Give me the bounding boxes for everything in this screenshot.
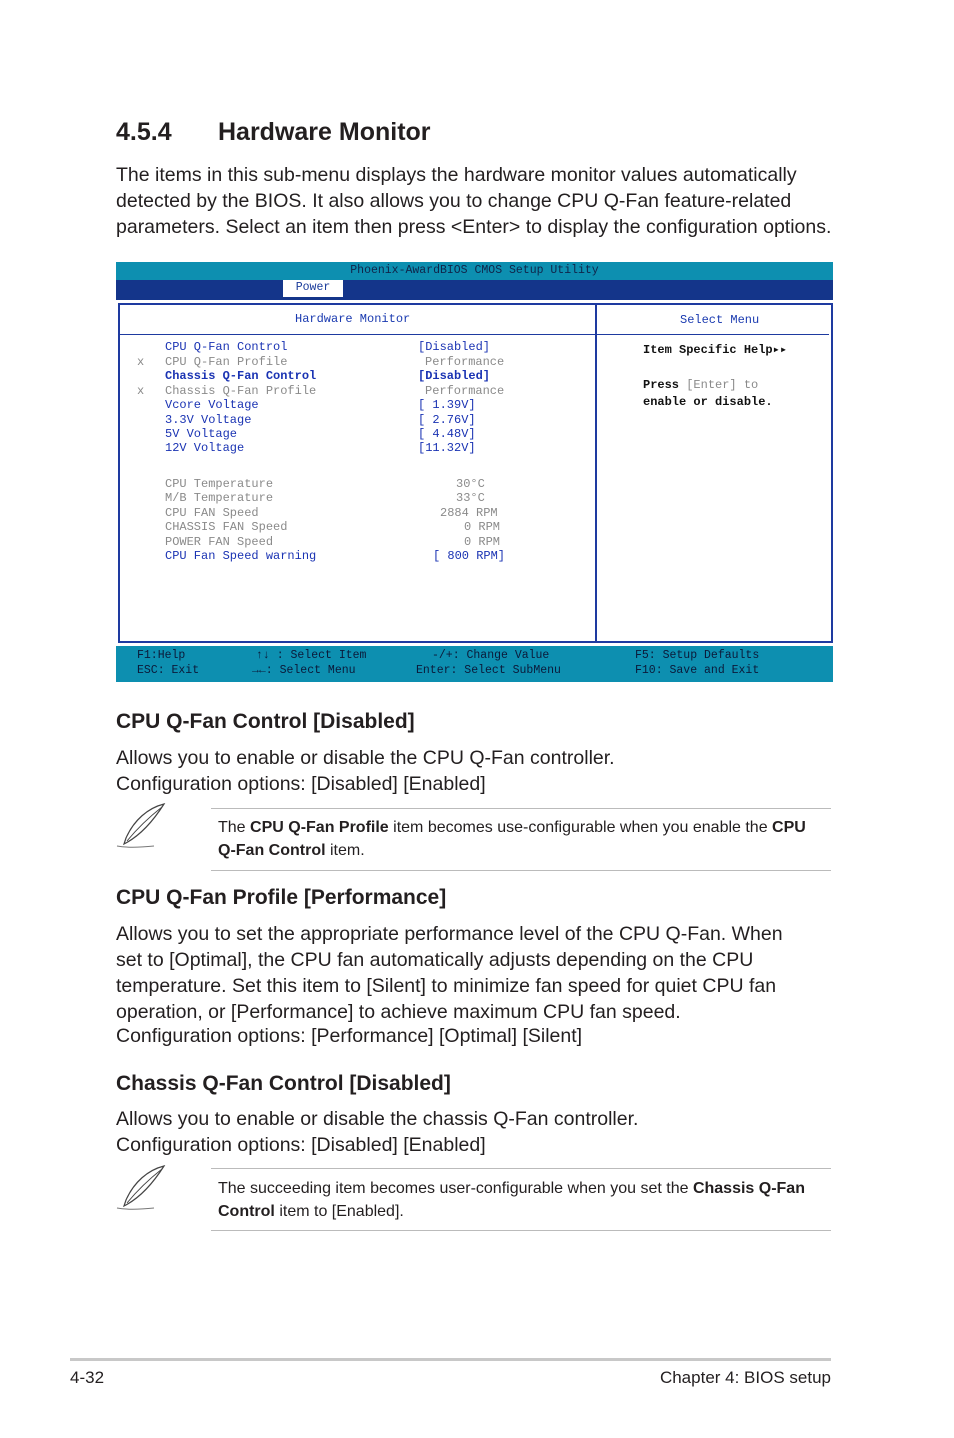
bios-left-header-line bbox=[120, 334, 595, 335]
bios-right-header: Select Menu bbox=[680, 313, 760, 327]
bios-reading-mb-temperature: M/B Temperature bbox=[165, 491, 274, 505]
footer-rule bbox=[70, 1358, 831, 1361]
chassis-qfan-control-options: Configuration options: [Disabled] [Enabled] bbox=[116, 1134, 486, 1156]
heading-cpu-qfan-control: CPU Q-Fan Control [Disabled] bbox=[116, 710, 415, 733]
bios-reading-power-fan-speed: POWER FAN Speed bbox=[165, 535, 274, 549]
bios-reading-mb-temperature-value: 33°C bbox=[456, 491, 485, 505]
bios-help-line2: enable or disable. bbox=[643, 395, 773, 409]
bios-item-mark: x bbox=[137, 384, 145, 398]
bios-reading-cpu-temperature-value: 30°C bbox=[456, 477, 485, 491]
cpu-qfan-control-desc: Allows you to enable or disable the CPU Q-Fan controller. bbox=[116, 747, 615, 769]
bios-help-line1: Press [Enter] to bbox=[643, 378, 759, 392]
bios-left-header: Hardware Monitor bbox=[295, 312, 411, 326]
note-feather-icon bbox=[114, 1164, 168, 1212]
bios-reading-cpu-fan-speed-value: 2884 RPM bbox=[440, 506, 498, 520]
note-rule-bottom bbox=[211, 1230, 831, 1231]
bios-value-cpu-fan-speed-warning[interactable]: [ 800 RPM] bbox=[433, 549, 506, 563]
cpu-qfan-control-options: Configuration options: [Disabled] [Enabled] bbox=[116, 773, 486, 795]
bios-key-f5: F5: Setup Defaults bbox=[635, 649, 760, 662]
bios-value-cpu-qfan-profile: Performance bbox=[425, 355, 505, 369]
bios-reading-power-fan-speed-value: 0 RPM bbox=[464, 535, 501, 549]
note-cpu-qfan: The CPU Q-Fan Profile item becomes use-configurable when you enable the CPU Q-Fan Control item. bbox=[218, 819, 806, 859]
bios-reading-chassis-fan-speed-value: 0 RPM bbox=[464, 520, 501, 534]
page-number: 4-32 bbox=[70, 1368, 105, 1387]
bios-title-bar: Phoenix-AwardBIOS CMOS Setup Utility bbox=[116, 262, 833, 280]
chassis-qfan-control-desc: Allows you to enable or disable the chassis Q-Fan controller. bbox=[116, 1108, 639, 1130]
bios-value-12v-voltage[interactable]: [11.32V] bbox=[418, 441, 476, 455]
heading-cpu-qfan-profile: CPU Q-Fan Profile [Performance] bbox=[116, 886, 447, 909]
cpu-qfan-profile-options: Configuration options: [Performance] [Optimal] [Silent] bbox=[116, 1025, 583, 1047]
note-feather-icon bbox=[114, 802, 168, 850]
section-title: Hardware Monitor bbox=[218, 118, 431, 146]
bios-menu-bar bbox=[116, 280, 833, 300]
bios-help-title: Item Specific Help▸▸ bbox=[643, 343, 788, 357]
cpu-qfan-profile-desc: Allows you to set the appropriate performance level of the CPU Q-Fan. When set to [Optimal], the CPU fan automatically adjusts depending on the CPU temperature. Set this item to [Silent] to minimize fan speed for quiet CPU fan operation, or [Performance] to achieve maximum CPU fan speed. bbox=[116, 923, 783, 1023]
bios-item-mark: x bbox=[137, 355, 145, 369]
bios-item-3v3-voltage[interactable]: 3.3V Voltage bbox=[165, 413, 252, 427]
bios-item-12v-voltage[interactable]: 12V Voltage bbox=[165, 441, 245, 455]
bios-reading-chassis-fan-speed: CHASSIS FAN Speed bbox=[165, 520, 288, 534]
bios-item-vcore-voltage[interactable]: Vcore Voltage bbox=[165, 398, 259, 412]
double-arrow-icon: ▸▸ bbox=[772, 343, 788, 357]
bios-screen bbox=[116, 262, 833, 682]
section-intro: The items in this sub-menu displays the hardware monitor values automatically detected by the BIOS. It also allows you to change CPU Q-Fan feature-related parameters. Select an item then press <Enter> to display the configuration options. bbox=[116, 164, 832, 238]
note-rule-bottom bbox=[211, 870, 831, 871]
bios-value-5v-voltage[interactable]: [ 4.48V] bbox=[418, 427, 476, 441]
bios-key-f1: F1:Help bbox=[137, 649, 186, 662]
section-number: 4.5.4 bbox=[116, 118, 172, 146]
bios-item-chassis-qfan-control[interactable]: Chassis Q-Fan Control bbox=[165, 369, 317, 383]
bios-key-enter: Enter: Select SubMenu bbox=[416, 664, 561, 677]
bios-reading-cpu-fan-speed: CPU FAN Speed bbox=[165, 506, 259, 520]
bios-value-chassis-qfan-control[interactable]: [Disabled] bbox=[418, 369, 491, 383]
bios-value-cpu-qfan-control[interactable]: [Disabled] bbox=[418, 340, 491, 354]
bios-item-cpu-fan-speed-warning[interactable]: CPU Fan Speed warning bbox=[165, 549, 317, 563]
bios-value-vcore-voltage[interactable]: [ 1.39V] bbox=[418, 398, 476, 412]
bios-item-5v-voltage[interactable]: 5V Voltage bbox=[165, 427, 238, 441]
note-chassis-qfan: The succeeding item becomes user-configurable when you set the Chassis Q-Fan Control item to [Enabled]. bbox=[218, 1180, 805, 1220]
bios-value-3v3-voltage[interactable]: [ 2.76V] bbox=[418, 413, 476, 427]
bios-key-updown: ↑↓ : Select Item bbox=[256, 649, 367, 662]
bios-divider bbox=[595, 303, 597, 643]
bios-key-f10: F10: Save and Exit bbox=[635, 664, 760, 677]
bios-key-leftright: →←: Select Menu bbox=[252, 664, 356, 677]
bios-value-chassis-qfan-profile: Performance bbox=[425, 384, 505, 398]
bios-reading-cpu-temperature: CPU Temperature bbox=[165, 477, 274, 491]
bios-key-esc: ESC: Exit bbox=[137, 664, 200, 677]
chapter-label: Chapter 4: BIOS setup bbox=[659, 1368, 831, 1387]
bios-item-cpu-qfan-profile: CPU Q-Fan Profile bbox=[165, 355, 288, 369]
bios-right-header-line bbox=[597, 334, 829, 335]
note-rule-top bbox=[211, 1168, 831, 1169]
bios-item-chassis-qfan-profile: Chassis Q-Fan Profile bbox=[165, 384, 317, 398]
note-rule-top bbox=[211, 808, 831, 809]
bios-key-plusminus: -/+: Change Value bbox=[432, 649, 550, 662]
heading-chassis-qfan-control: Chassis Q-Fan Control [Disabled] bbox=[116, 1072, 451, 1095]
bios-tab-power[interactable]: Power bbox=[283, 280, 343, 297]
bios-item-cpu-qfan-control[interactable]: CPU Q-Fan Control bbox=[165, 340, 288, 354]
